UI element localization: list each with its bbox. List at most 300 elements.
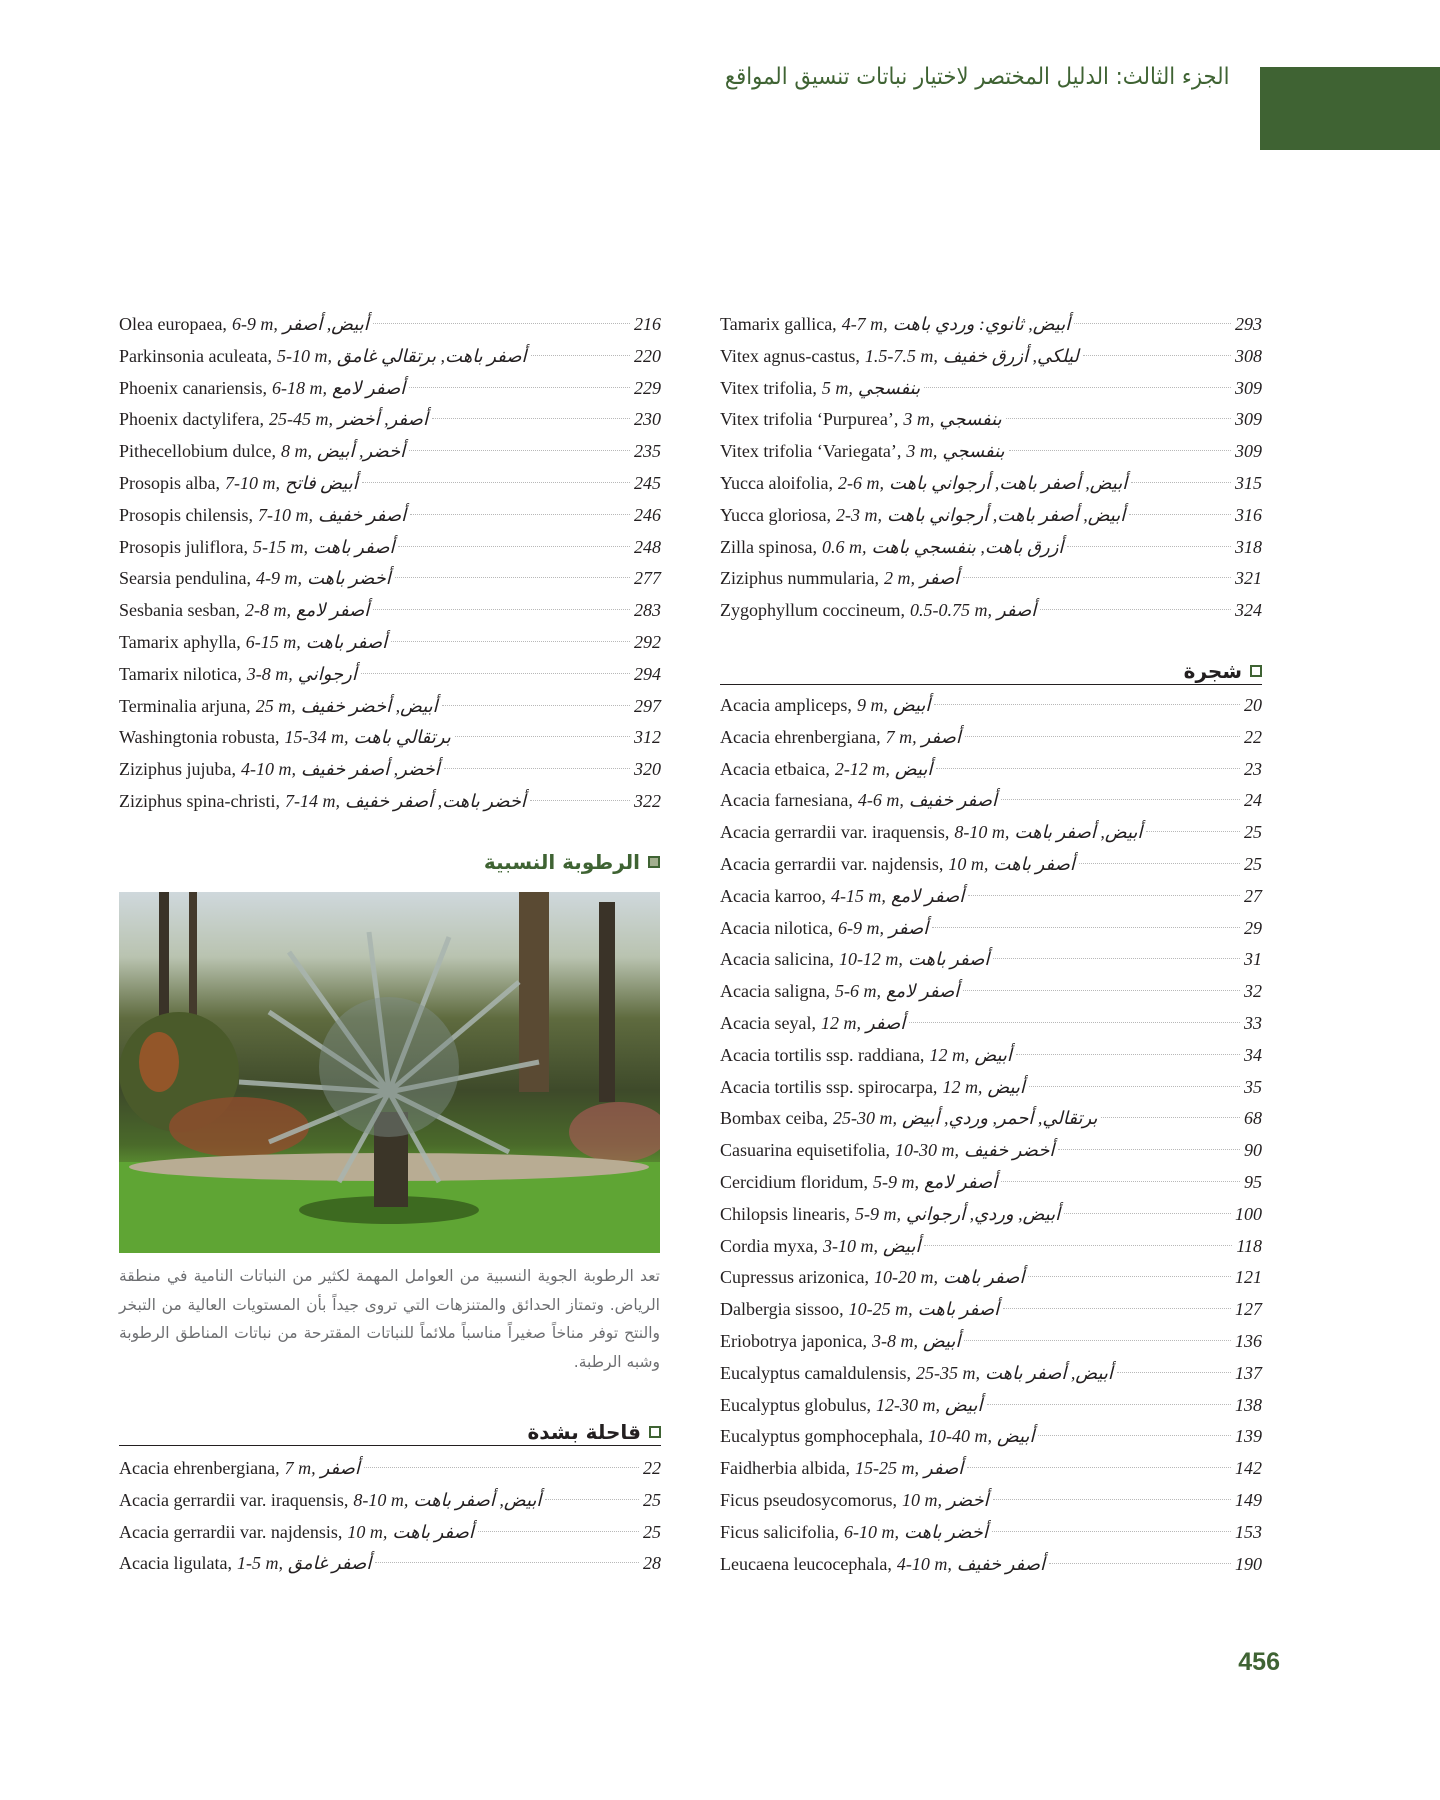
- page-ref: 31: [1244, 949, 1262, 970]
- page-ref: 25: [643, 1521, 661, 1542]
- page-ref: 309: [1235, 377, 1262, 398]
- plant-entry: [720, 1040, 1262, 1072]
- page-ref: 32: [1244, 981, 1262, 1002]
- flower-colors: أصفر باهت: [993, 853, 1075, 874]
- dot-leader: [936, 768, 1240, 769]
- flower-colors: أبيض, أصفر باهت: [413, 1489, 542, 1510]
- plant-name: Acacia etbaica,: [720, 758, 830, 779]
- dot-leader: [373, 609, 630, 610]
- dot-leader: [964, 1340, 1231, 1341]
- plant-name: Chilopsis linearis,: [720, 1203, 850, 1224]
- dot-leader: [965, 736, 1240, 737]
- plant-entry: [720, 341, 1262, 373]
- plant-entry: [720, 1103, 1262, 1135]
- plant-name: Ziziphus spina-christi,: [119, 790, 280, 811]
- plant-name: Acacia farnesiana,: [720, 790, 853, 811]
- plant-entry: [119, 532, 661, 564]
- page-ref: 25: [643, 1489, 661, 1510]
- page-ref: 190: [1235, 1553, 1262, 1574]
- plant-name: Acacia gerrardii var. najdensis,: [720, 853, 944, 874]
- dot-leader: [924, 1245, 1232, 1246]
- plant-height: 10-12 m,: [838, 949, 903, 970]
- plant-name: Leucaena leucocephala,: [720, 1553, 892, 1574]
- plant-entry: [119, 436, 661, 468]
- flower-colors: أصفر: [996, 600, 1037, 621]
- page-ref: 136: [1235, 1330, 1262, 1351]
- flower-colors: بنفسجي: [939, 409, 1002, 430]
- dot-leader: [968, 895, 1240, 896]
- page-ref: 28: [643, 1553, 661, 1574]
- flower-colors: أبيض, أصفر باهت: [1014, 822, 1143, 843]
- section-title: قاحلة بشدة: [527, 1420, 641, 1444]
- dot-leader: [444, 768, 630, 769]
- plant-height: 10-25 m,: [848, 1299, 913, 1320]
- flower-colors: أبيض: [892, 695, 931, 715]
- dot-leader: [993, 1499, 1231, 1500]
- plant-entry: [119, 627, 661, 659]
- dot-leader: [361, 673, 630, 674]
- plant-name: Phoenix canariensis,: [119, 377, 267, 398]
- photo-caption: تعد الرطوبة الجوية النسبية من العوامل المهمة لكثير من النباتات النامية في منطقة الرياض. وتمتاز الحدائق والمتنزهات التي تروى جيداً بأن المستويات العالية من التبخر والنتح توفر مناخاً صغيراً مناسباً ملائماً للنباتات المقترحة من نباتات المناطق الرطوبة وشبه الرطبة.: [119, 1267, 660, 1371]
- plant-name: Searsia pendulina,: [119, 568, 251, 589]
- plant-name: Tamarix nilotica,: [119, 663, 242, 684]
- plant-height: 15-25 m,: [854, 1458, 919, 1479]
- page-ref: 23: [1244, 758, 1262, 779]
- plant-entry: [119, 691, 661, 723]
- flower-colors: أبيض, ثانوي: وردي باهت: [892, 314, 1071, 334]
- plant-height: 10 m,: [948, 853, 989, 874]
- page-ref: 324: [1235, 600, 1262, 621]
- page-ref: 322: [634, 790, 661, 811]
- flower-colors: أصفر, أخضر: [337, 409, 428, 430]
- page-ref: 127: [1235, 1299, 1262, 1320]
- plant-height: 10-30 m,: [894, 1140, 959, 1161]
- section-title: شجرة: [1183, 659, 1242, 683]
- page-ref: 149: [1235, 1489, 1262, 1510]
- flower-colors: أصفر: [919, 568, 960, 589]
- plant-entry: [720, 1008, 1262, 1040]
- plant-entry: [720, 1326, 1262, 1358]
- page-ref: 283: [634, 600, 661, 621]
- plant-entry: [720, 785, 1262, 817]
- plant-entry: [119, 341, 661, 373]
- plant-height: 4-9 m,: [255, 568, 302, 589]
- plant-entry: [720, 468, 1262, 500]
- plant-name: Acacia ligulata,: [119, 1553, 232, 1574]
- flower-colors: أصفر لامع: [331, 377, 406, 398]
- plant-entry: [119, 1517, 661, 1549]
- dot-leader: [1038, 1435, 1231, 1436]
- plant-entry: [720, 690, 1262, 722]
- plant-height: 8 m,: [280, 441, 312, 462]
- dot-leader: [1016, 1054, 1240, 1055]
- flower-colors: ليلكي, أزرق خفيف: [942, 345, 1079, 366]
- plant-entry: [720, 1231, 1262, 1263]
- plant-entry: [720, 1485, 1262, 1517]
- square-bullet-icon: [648, 856, 660, 868]
- plant-name: Acacia ampliceps,: [720, 695, 852, 715]
- flower-colors: أصفر: [888, 917, 929, 938]
- flower-colors: أصفر: [320, 1458, 360, 1478]
- page-ref: 292: [634, 631, 661, 652]
- plant-height: 2 m,: [883, 568, 915, 589]
- page-ref: 22: [643, 1458, 661, 1478]
- page-ref: 121: [1235, 1267, 1262, 1288]
- flower-colors: أزرق باهت, بنفسجي باهت: [871, 536, 1064, 557]
- flower-colors: أصفر: [921, 726, 961, 747]
- plant-list-right: [720, 309, 1262, 627]
- plant-name: Acacia ehrenbergiana,: [720, 726, 881, 747]
- plant-entry: [720, 1262, 1262, 1294]
- flower-colors: أبيض: [882, 1235, 921, 1256]
- dot-leader: [1001, 1181, 1240, 1182]
- plant-height: 0.6 m,: [822, 536, 867, 557]
- plant-height: 12-30 m,: [876, 1394, 940, 1415]
- dot-leader: [1003, 1308, 1231, 1309]
- plant-entry: [720, 1199, 1262, 1231]
- page-number: 456: [1238, 1648, 1280, 1676]
- plant-entry: [119, 1485, 661, 1517]
- dot-leader: [391, 641, 630, 642]
- page-ref: 294: [634, 663, 661, 684]
- plant-height: 5-6 m,: [834, 981, 881, 1002]
- plant-name: Acacia gerrardii var. iraquensis,: [119, 1489, 349, 1510]
- page-ref: 118: [1236, 1235, 1262, 1256]
- dot-leader: [1058, 1149, 1240, 1150]
- page-ref: 34: [1244, 1044, 1262, 1065]
- dot-leader: [442, 705, 630, 706]
- flower-colors: أبيض, أصفر باهت: [984, 1362, 1113, 1383]
- flower-colors: أصفر لامع: [923, 1171, 998, 1192]
- page-ref: 33: [1244, 1012, 1262, 1033]
- plant-height: 9 m,: [856, 695, 888, 715]
- page-ref: 308: [1235, 345, 1262, 366]
- plant-name: Pithecellobium dulce,: [119, 441, 276, 462]
- plant-name: Terminalia arjuna,: [119, 695, 251, 716]
- plant-entry: [720, 722, 1262, 754]
- plant-entry: [119, 309, 661, 341]
- plant-name: Eriobotrya japonica,: [720, 1330, 867, 1351]
- plant-entry: [119, 1453, 661, 1485]
- plant-name: Ficus salicifolia,: [720, 1521, 839, 1542]
- plant-height: 3 m,: [903, 409, 935, 430]
- dot-leader: [1117, 1372, 1231, 1373]
- plant-height: 7-10 m,: [258, 504, 314, 525]
- page-ref: 20: [1244, 695, 1262, 715]
- page-ref: 309: [1235, 441, 1262, 462]
- page-ref: 100: [1235, 1203, 1262, 1224]
- page-ref: 230: [634, 409, 661, 430]
- plant-name: Vitex trifolia,: [720, 377, 817, 398]
- plant-height: 3 m,: [906, 441, 938, 462]
- plant-entry: [720, 1294, 1262, 1326]
- dot-leader: [1074, 323, 1231, 324]
- flower-colors: أصفر خفيف: [956, 1553, 1046, 1574]
- flower-colors: أبيض, وردي, أرجواني: [906, 1203, 1061, 1224]
- plant-entry: [720, 1453, 1262, 1485]
- plant-entry: [720, 563, 1262, 595]
- dot-leader: [1079, 863, 1240, 864]
- flower-colors: أخضر باهت: [306, 568, 391, 589]
- plant-name: Dalbergia sissoo,: [720, 1299, 844, 1320]
- flower-colors: أصفر باهت: [917, 1299, 1000, 1320]
- plant-name: Vitex agnus-castus,: [720, 345, 860, 366]
- plant-height: 10 m,: [347, 1521, 388, 1542]
- flower-colors: أبيض, أخضر خفيف: [300, 695, 438, 716]
- plant-name: Acacia karroo,: [720, 885, 826, 906]
- plant-name: Tamarix gallica,: [720, 314, 837, 334]
- plant-name: Yucca gloriosa,: [720, 504, 831, 525]
- dot-leader: [934, 704, 1240, 705]
- dot-leader: [409, 387, 630, 388]
- plant-height: 4-7 m,: [841, 314, 888, 334]
- plant-height: 6-9 m,: [837, 917, 884, 938]
- flower-colors: أصفر باهت: [392, 1521, 474, 1542]
- plant-name: Washingtonia robusta,: [119, 727, 280, 748]
- flower-colors: أصفر غامق: [287, 1553, 372, 1574]
- flower-colors: أبيض, أصفر باهت, أرجواني باهت: [888, 472, 1128, 493]
- plant-height: 5-10 m,: [276, 345, 332, 366]
- page-ref: 248: [634, 536, 661, 557]
- plant-entry: [720, 500, 1262, 532]
- plant-entry: [720, 976, 1262, 1008]
- plant-height: 12 m,: [929, 1044, 970, 1065]
- plant-height: 2-12 m,: [834, 758, 890, 779]
- flower-colors: برتقالي, أحمر, وردي, أبيض: [901, 1108, 1098, 1129]
- plant-name: Prosopis chilensis,: [119, 504, 254, 525]
- plant-name: Eucalyptus camaldulensis,: [720, 1362, 911, 1383]
- dot-leader: [924, 387, 1231, 388]
- plant-list-left: [119, 309, 661, 818]
- plant-entry: [119, 786, 661, 818]
- plant-height: 6-18 m,: [271, 377, 327, 398]
- plant-name: Ziziphus jujuba,: [119, 759, 236, 780]
- plant-height: 25-30 m,: [832, 1108, 897, 1129]
- section-heading-arid: [119, 1420, 661, 1446]
- page-ref: 316: [1235, 504, 1262, 525]
- page-ref: 320: [634, 759, 661, 780]
- plant-name: Ficus pseudosycomorus,: [720, 1489, 897, 1510]
- flower-colors: أصفر باهت: [305, 631, 388, 652]
- flower-colors: أرجواني: [297, 663, 357, 684]
- page-ref: 315: [1235, 472, 1262, 493]
- page-ref: 153: [1235, 1521, 1262, 1542]
- plant-entry: [720, 309, 1262, 341]
- flower-colors: أصفر: [923, 1458, 964, 1479]
- dot-leader: [1040, 609, 1231, 610]
- plant-name: Acacia gerrardii var. iraquensis,: [720, 822, 950, 843]
- dot-leader: [1083, 355, 1231, 356]
- plant-height: 10-40 m,: [927, 1426, 992, 1447]
- plant-name: Eucalyptus globulus,: [720, 1394, 871, 1415]
- plant-height: 4-10 m,: [896, 1553, 952, 1574]
- dot-leader: [963, 990, 1240, 991]
- plant-height: 4-10 m,: [240, 759, 296, 780]
- plant-entry: [119, 563, 661, 595]
- plant-name: Phoenix dactylifera,: [119, 409, 264, 430]
- plant-list-arid: [119, 1453, 661, 1580]
- plant-height: 1-5 m,: [236, 1553, 283, 1574]
- dot-leader: [398, 546, 630, 547]
- plant-entry: [720, 595, 1262, 627]
- dot-leader: [993, 958, 1240, 959]
- plant-entry: [119, 468, 661, 500]
- plant-name: Yucca aloifolia,: [720, 472, 833, 493]
- flower-colors: أبيض: [945, 1394, 983, 1415]
- page-ref: 277: [634, 568, 661, 589]
- flower-colors: أبيض, أصفر: [282, 314, 369, 334]
- plant-name: Faidherbia albida,: [720, 1458, 850, 1479]
- page-ref: 35: [1244, 1076, 1262, 1097]
- plant-entry: [720, 404, 1262, 436]
- plant-name: Acacia ehrenbergiana,: [119, 1458, 280, 1478]
- plant-entry: [119, 595, 661, 627]
- flower-colors: أصفر باهت, برتقالي غامق: [336, 345, 527, 366]
- plant-entry: [720, 944, 1262, 976]
- plant-list-tree: [720, 690, 1262, 1580]
- plant-entry: [720, 1072, 1262, 1104]
- dot-leader: [1009, 450, 1231, 451]
- page-ref: 139: [1235, 1426, 1262, 1447]
- plant-entry: [720, 1517, 1262, 1549]
- section-heading-tree: [720, 659, 1262, 685]
- plant-entry: [720, 1549, 1262, 1581]
- plant-height: 25 m,: [255, 695, 296, 716]
- plant-name: Acacia seyal,: [720, 1012, 816, 1033]
- dot-leader: [967, 1467, 1231, 1468]
- plant-name: Zilla spinosa,: [720, 536, 817, 557]
- dot-leader: [1001, 799, 1240, 800]
- plant-name: Vitex trifolia ‘Purpurea’,: [720, 409, 899, 430]
- plant-entry: [720, 754, 1262, 786]
- dot-leader: [545, 1499, 639, 1500]
- plant-name: Acacia tortilis ssp. raddiana,: [720, 1044, 925, 1065]
- plant-height: 25-35 m,: [915, 1362, 980, 1383]
- plant-entry: [720, 532, 1262, 564]
- flower-colors: أبيض فاتح: [285, 472, 358, 493]
- plant-entry: [720, 1421, 1262, 1453]
- flower-colors: أبيض: [922, 1330, 961, 1351]
- flower-colors: أصفر: [865, 1012, 906, 1033]
- dot-leader: [963, 577, 1231, 578]
- plant-height: 6-15 m,: [245, 631, 301, 652]
- garden-palm-photo: [119, 892, 660, 1253]
- plant-entry: [720, 436, 1262, 468]
- plant-entry: [720, 373, 1262, 405]
- flower-colors: أصفر باهت: [942, 1267, 1025, 1288]
- plant-name: Acacia tortilis ssp. spirocarpa,: [720, 1076, 938, 1097]
- page-ref: 229: [634, 377, 661, 398]
- page-ref: 25: [1244, 853, 1262, 874]
- dot-leader: [987, 1404, 1232, 1405]
- page-ref: 137: [1235, 1362, 1262, 1383]
- plant-height: 2-6 m,: [837, 472, 884, 493]
- palm-tree-illustration: [119, 892, 660, 1253]
- page-ref: 90: [1244, 1140, 1262, 1161]
- plant-height: 1.5-7.5 m,: [864, 345, 938, 366]
- page-ref: 22: [1244, 726, 1262, 747]
- plant-entry: [720, 1167, 1262, 1199]
- dot-leader: [1006, 418, 1231, 419]
- plant-height: 7-14 m,: [284, 790, 340, 811]
- flower-colors: أخضر باهت, أصفر خفيف: [344, 790, 526, 811]
- flower-colors: أخضر: [947, 1489, 989, 1510]
- page-ref: 235: [634, 441, 661, 462]
- plant-name: Olea europaea,: [119, 314, 227, 334]
- dot-leader: [1064, 1213, 1231, 1214]
- flower-colors: بنفسجي: [857, 377, 921, 398]
- plant-name: Cordia myxa,: [720, 1235, 818, 1256]
- page-ref: 245: [634, 472, 661, 493]
- page-ref: 312: [634, 727, 661, 748]
- plant-height: 5-15 m,: [253, 536, 308, 557]
- plant-name: Prosopis alba,: [119, 472, 220, 493]
- square-bullet-icon: [1250, 665, 1262, 677]
- flower-colors: أصفر لامع: [295, 600, 370, 621]
- plant-height: 15-34 m,: [284, 727, 349, 748]
- flower-colors: أبيض: [974, 1044, 1012, 1065]
- dot-leader: [432, 418, 630, 419]
- page-ref: 297: [634, 695, 661, 716]
- plant-name: Prosopis juliflora,: [119, 536, 248, 557]
- plant-entry: [119, 373, 661, 405]
- section-heading-humidity: [484, 850, 660, 874]
- plant-height: 7-10 m,: [225, 472, 280, 493]
- dot-leader: [932, 927, 1240, 928]
- plant-height: 3-10 m,: [822, 1235, 878, 1256]
- plant-name: Ziziphus nummularia,: [720, 568, 879, 589]
- flower-colors: أبيض, أصفر باهت, أرجواني باهت: [886, 504, 1126, 525]
- page-ref: 246: [634, 504, 661, 525]
- plant-name: Acacia saligna,: [720, 981, 830, 1002]
- square-bullet-icon: [649, 1426, 661, 1438]
- plant-entry: [720, 913, 1262, 945]
- plant-entry: [119, 500, 661, 532]
- plant-name: Eucalyptus gomphocephala,: [720, 1426, 923, 1447]
- plant-name: Acacia salicina,: [720, 949, 834, 970]
- dot-leader: [362, 482, 630, 483]
- flower-colors: برتقالي باهت: [353, 727, 451, 748]
- flower-colors: أصفر خفيف: [318, 504, 407, 525]
- dot-leader: [530, 800, 630, 801]
- plant-name: Bombax ceiba,: [720, 1108, 828, 1129]
- flower-colors: أصفر خفيف: [908, 790, 998, 811]
- dot-leader: [410, 514, 630, 515]
- page-ref: 309: [1235, 409, 1262, 430]
- running-header-title: الجزء الثالث: الدليل المختصر لاختيار نباتات تنسيق المواقع: [724, 64, 1229, 90]
- plant-entry: [720, 1390, 1262, 1422]
- dot-leader: [531, 355, 630, 356]
- plant-entry: [720, 1135, 1262, 1167]
- dot-leader: [1049, 1563, 1231, 1564]
- plant-name: Cupressus arizonica,: [720, 1267, 869, 1288]
- page-ref: 142: [1235, 1458, 1262, 1479]
- dot-leader: [373, 323, 630, 324]
- plant-entry: [119, 404, 661, 436]
- plant-entry: [119, 754, 661, 786]
- plant-entry: [720, 881, 1262, 913]
- plant-name: Sesbania sesban,: [119, 600, 240, 621]
- plant-height: 0.5-0.75 m,: [909, 600, 992, 621]
- page-ref: 220: [634, 345, 661, 366]
- page-ref: 95: [1244, 1171, 1262, 1192]
- section-title: الرطوبة النسبية: [483, 850, 640, 874]
- dot-leader: [992, 1531, 1231, 1532]
- flower-colors: أخضر, أبيض: [316, 441, 406, 462]
- dot-leader: [455, 736, 630, 737]
- plant-height: 3-8 m,: [871, 1330, 918, 1351]
- plant-name: Casuarina equisetifolia,: [720, 1140, 890, 1161]
